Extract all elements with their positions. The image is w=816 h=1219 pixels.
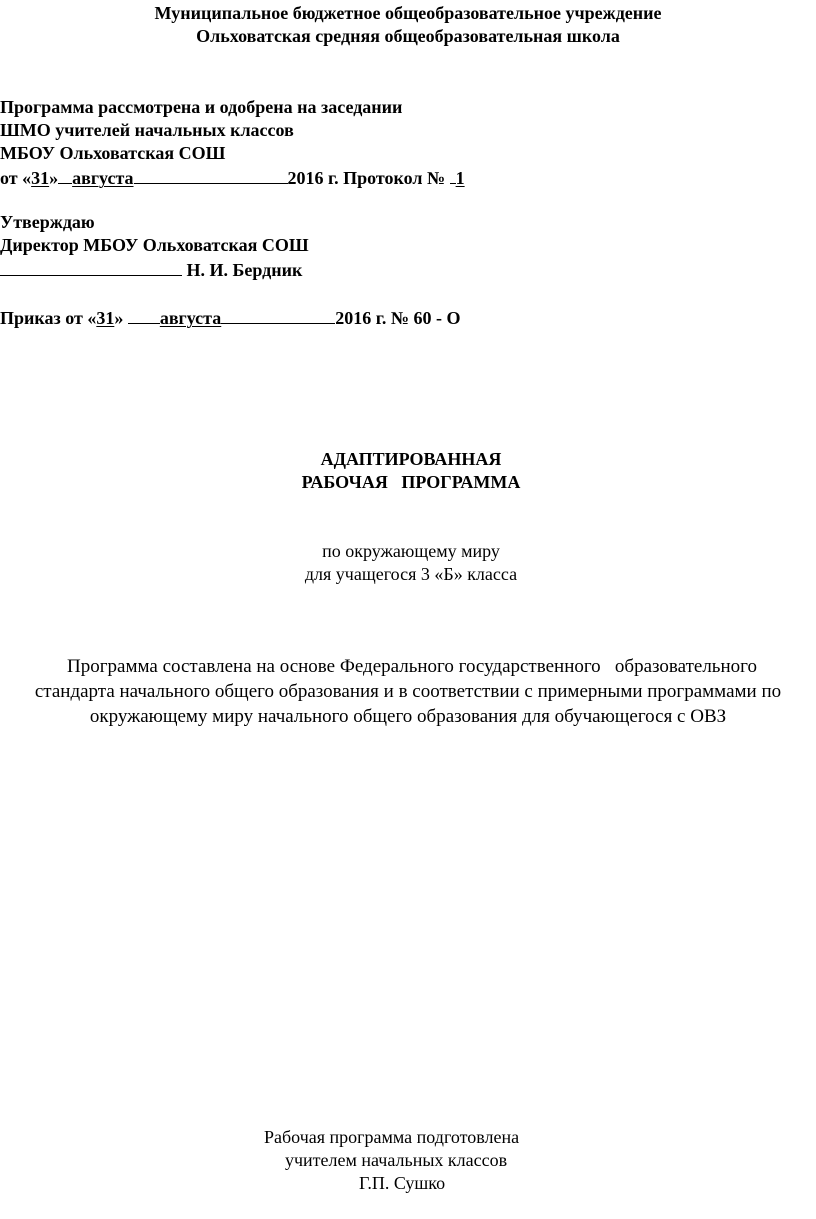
- review-date-prefix: от «: [0, 168, 32, 188]
- review-line-1: Программа рассмотрена и одобрена на заседании: [0, 97, 403, 117]
- author-line-1: Рабочая программа подготовлена: [264, 1127, 520, 1147]
- author-name: Г.П. Сушко: [359, 1173, 446, 1193]
- order-suffix: 2016 г. № 60 - О: [335, 308, 461, 328]
- order-month: августа: [159, 308, 222, 328]
- review-month: августа: [72, 168, 134, 188]
- approval-title: Утверждаю: [0, 212, 95, 232]
- order-day: 31: [96, 308, 115, 328]
- director-position: Директор МБОУ Ольховатская СОШ: [0, 235, 309, 255]
- order-blank-1: [128, 306, 160, 324]
- review-day: 31: [31, 168, 50, 188]
- document-title-line-1: АДАПТИРОВАННАЯ: [320, 449, 502, 469]
- basis-line-1: Программа составлена на основе Федерального государственного образовательного: [67, 656, 757, 677]
- school-name: Ольховатская средняя общеобразовательная школа: [196, 26, 620, 46]
- review-line-2: ШМО учителей начальных классов: [0, 120, 294, 140]
- order-blank-2: [221, 306, 335, 324]
- school-type: Муниципальное бюджетное общеобразовательное учреждение: [154, 3, 662, 23]
- order-prefix: Приказ от «: [0, 308, 97, 328]
- review-date-mid: »: [49, 168, 59, 188]
- order-mid: »: [114, 308, 124, 328]
- protocol-number: 1: [455, 168, 465, 188]
- review-line-3: МБОУ Ольховатская СОШ: [0, 143, 226, 163]
- director-name: Н. И. Бердник: [186, 260, 303, 280]
- review-blank-1: [58, 166, 72, 184]
- document-title-line-2: РАБОЧАЯ ПРОГРАММА: [301, 472, 521, 492]
- review-date-line: [0, 166, 465, 189]
- basis-line-3: окружающему миру начального общего образования для обучающегося с ОВЗ: [89, 706, 727, 727]
- author-line-2: учителем начальных классов: [285, 1150, 508, 1170]
- subject-line-2: для учащегося 3 «Б» класса: [304, 564, 518, 584]
- signature-blank: [0, 258, 182, 276]
- basis-line-2: стандарта начального общего образования и в соответствии с примерными программами по: [34, 681, 782, 702]
- order-line: [0, 306, 460, 329]
- subject-line-1: по окружающему миру: [322, 541, 500, 561]
- review-year-text: 2016 г. Протокол №: [287, 168, 446, 188]
- review-blank-2: [134, 166, 288, 184]
- director-signature-line: [0, 258, 302, 281]
